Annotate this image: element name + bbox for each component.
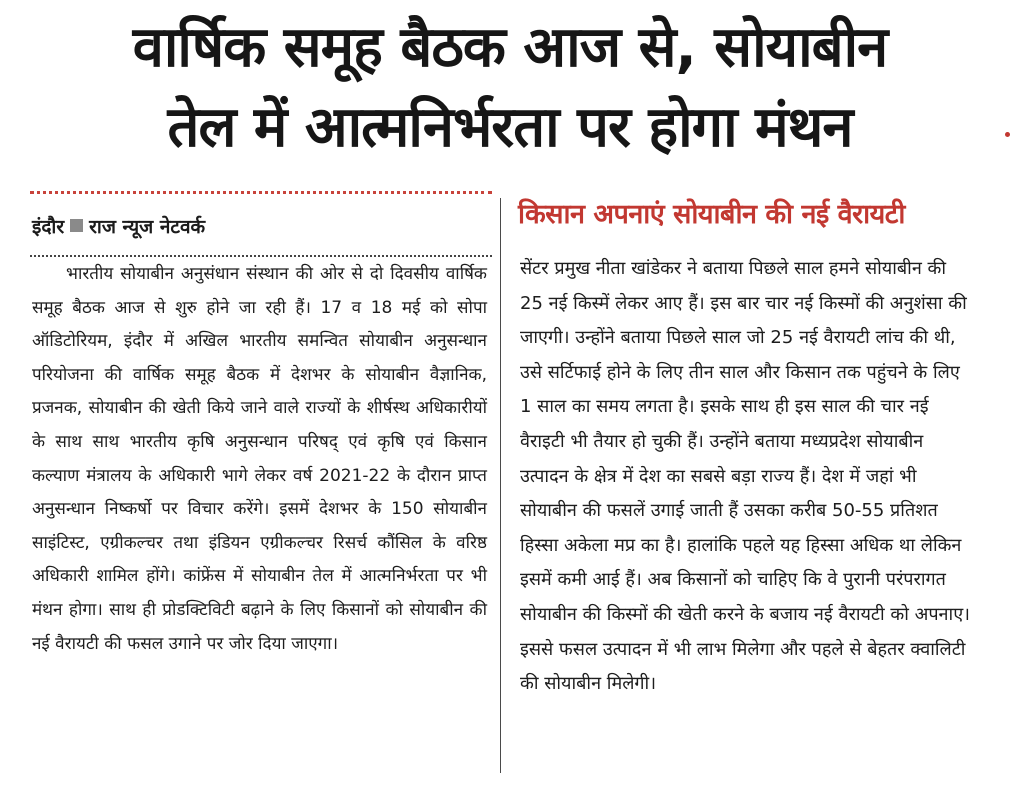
top-dotted-rule: [30, 191, 492, 194]
right-column-body: सेंटर प्रमुख नीता खांडेकर ने बताया पिछले साल हमने सोयाबीन की 25 नई किस्में लेकर आए हैं। इस बार चार नई किस्मों की अनुशंसा की जाएगी। उन्होंने बताया पिछले साल जो 25 नई वैरायटी लांच की थी, उसे सर्टिफाई होने के लिए तीन साल और किसान तक पहुंचने के लिए 1 साल का समय लगता है। इसके साथ ही इस साल की चार नई वैराइटी भी तैयार हो चुकी हैं। उन्होंने बताया मध्यप्रदेश सोयाबीन उत्पादन के क्षेत्र में देश का सबसे बड़ा राज्य हैं। देश में जहां भी सोयाबीन की फसलें उगाई जाती हैं उसका करीब 50-55 प्रतिशत हिस्सा अकेला मप्र का है। हालांकि पहले यह हिस्सा अधिक था लेकिन इसमें कमी आई हैं। अब किसानों को चाहिए कि वे पुरानी परंपरागत सोयाबीन की किस्मों की खेती करने के बजाय नई वैरायटी को अपनाए। इससे फसल उत्पादन में भी लाभ मिलेगा और पहले से बेहतर क्वालिटी की सोयाबीन मिलेगी।: [520, 258, 970, 695]
sub-headline: किसान अपनाएं सोयाबीन की नई वैरायटी: [518, 199, 905, 230]
column-divider: [500, 198, 501, 773]
square-bullet-icon: [70, 219, 83, 232]
byline-dotted-rule: [30, 255, 492, 257]
byline-city: इंदौर: [32, 216, 65, 238]
red-dot-icon: [1005, 132, 1010, 137]
left-column-body: भारतीय सोयाबीन अनुसंधान संस्थान की ओर से दो दिवसीय वार्षिक समूह बैठक आज से शुरु होने जा रही हैं। 17 व 18 मई को सोपा ऑडिटोरियम, इंदौर में अखिल भारतीय समन्वित सोयाबीन अनुसन्धान परियोजना की वार्षिक समूह बैठक में देशभर के सोयाबीन वैज्ञानिक, प्रजनक, सोयाबीन की खेती किये जाने वाले राज्यों के शीर्षस्थ अधिकारीयों के साथ साथ भारतीय कृषि अनुसन्धान परिषद् एवं कृषि एवं किसान कल्याण मंत्रालय के अधिकारी भागे लेकर वर्ष 2021-22 के दौरान प्राप्त अनुसन्धान निष्कर्षो पर विचार करेंगे। इसमें देशभर के 150 सोयाबीन साइंटिस्ट, एग्रीकल्चर तथा इंडियन एग्रीकल्चर रिसर्च कौंसिल के वरिष्ठ अधिकारी शामिल होंगे। कांफ्रेंस में सोयाबीन तेल में आत्मनिर्भरता पर भी मंथन होगा। साथ ही प्रोडक्टिविटी बढ़ाने के लिए किसानों को सोयाबीन की नई वैरायटी की फसल उगाने पर जोर दिया जाएगा।: [32, 264, 487, 654]
headline-line-1: वार्षिक समूह बैठक आज से, सोयाबीन: [132, 15, 888, 80]
byline-source: राज न्यूज नेटवर्क: [89, 216, 206, 238]
headline: [40, 8, 980, 168]
adjacent-column-edge: [997, 120, 1013, 795]
headline-line-2: तेल में आत्मनिर्भरता पर होगा मंथन: [167, 95, 853, 160]
byline: [32, 213, 205, 239]
